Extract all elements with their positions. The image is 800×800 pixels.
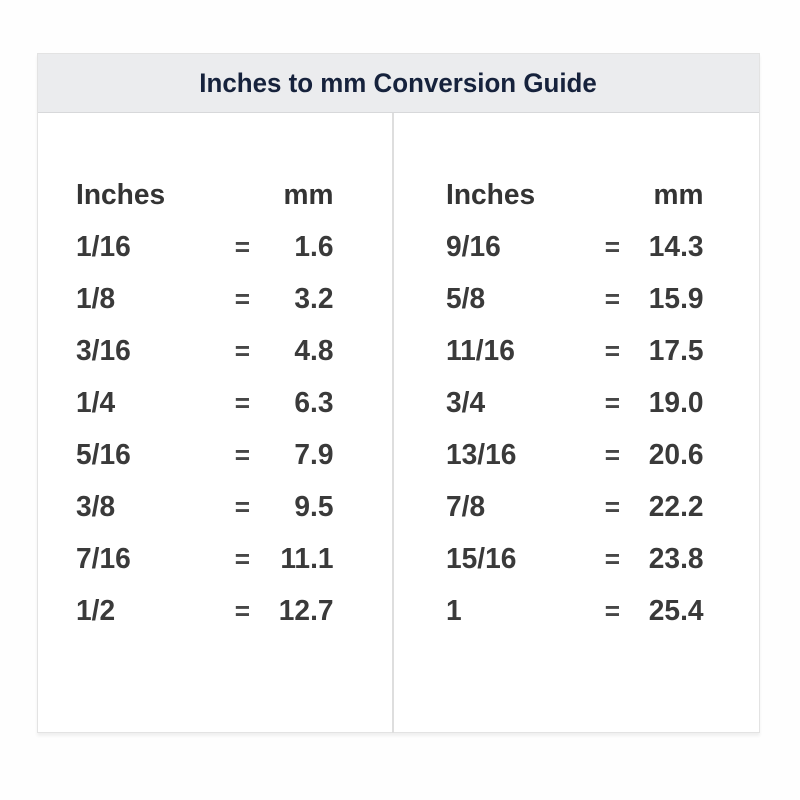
inches-value: 7/8	[445, 490, 485, 523]
equals-sign: =	[604, 283, 620, 314]
equals-sign: =	[234, 439, 251, 470]
mm-column-header: mm	[653, 178, 704, 211]
inches-column-header: Inches	[445, 178, 535, 211]
mm-value: 6.3	[294, 386, 334, 419]
equals-sign: =	[604, 491, 620, 522]
conversion-row	[76, 325, 334, 377]
equals-sign: =	[234, 231, 251, 262]
conversion-column-left	[38, 113, 392, 733]
inches-value: 5/16	[76, 438, 131, 471]
equals-sign: =	[234, 491, 251, 522]
conversion-row	[446, 585, 704, 637]
inches-value: 1/16	[76, 230, 131, 263]
guide-title-bar	[38, 54, 759, 113]
conversion-row	[446, 481, 704, 533]
mm-value: 3.2	[294, 282, 334, 315]
mm-column-header: mm	[283, 178, 334, 211]
conversion-column-right	[394, 113, 760, 733]
inches-value: 3/8	[76, 490, 116, 523]
inches-column-header: Inches	[76, 178, 166, 211]
mm-value: 11.1	[280, 542, 334, 575]
conversion-row	[76, 429, 334, 481]
mm-value: 4.8	[294, 334, 334, 367]
mm-value: 20.6	[648, 438, 704, 471]
mm-value: 14.3	[648, 230, 704, 263]
mm-value: 7.9	[294, 438, 334, 471]
inches-value: 3/4	[445, 386, 485, 419]
inches-value: 13/16	[445, 438, 516, 471]
equals-sign: =	[234, 335, 251, 366]
inches-value: 5/8	[445, 282, 485, 315]
inches-value: 1	[445, 594, 462, 627]
conversion-row	[76, 377, 334, 429]
equals-sign: =	[234, 595, 251, 626]
conversion-row	[446, 325, 704, 377]
inches-value: 11/16	[445, 334, 515, 367]
inches-value: 7/16	[76, 542, 131, 575]
conversion-row	[446, 221, 704, 273]
inches-value: 3/16	[76, 334, 131, 367]
mm-value: 19.0	[648, 386, 704, 419]
page-title: Inches to mm Conversion Guide	[199, 67, 598, 98]
conversion-row	[76, 273, 334, 325]
equals-sign: =	[604, 387, 620, 418]
equals-sign: =	[604, 595, 620, 626]
mm-value: 9.5	[294, 490, 334, 523]
guide-body	[38, 113, 759, 733]
equals-sign: =	[234, 543, 251, 574]
conversion-row	[446, 273, 704, 325]
conversion-guide-card	[37, 53, 760, 733]
equals-sign: =	[604, 543, 620, 574]
inches-value: 1/8	[76, 282, 116, 315]
inches-value: 15/16	[445, 542, 516, 575]
mm-value: 1.6	[294, 230, 334, 263]
conversion-row	[76, 533, 334, 585]
inches-value: 1/4	[76, 386, 116, 419]
column-header-row	[76, 169, 334, 221]
equals-sign: =	[604, 231, 620, 262]
conversion-row	[76, 585, 334, 637]
equals-sign: =	[234, 283, 251, 314]
equals-sign: =	[234, 387, 251, 418]
mm-value: 12.7	[278, 594, 334, 627]
equals-sign: =	[604, 439, 620, 470]
inches-value: 9/16	[445, 230, 501, 263]
conversion-row	[76, 221, 334, 273]
equals-sign: =	[604, 335, 620, 366]
column-header-row	[446, 169, 704, 221]
conversion-row	[446, 377, 704, 429]
mm-value: 23.8	[648, 542, 704, 575]
conversion-row	[76, 481, 334, 533]
mm-value: 22.2	[648, 490, 704, 523]
mm-value: 25.4	[648, 594, 704, 627]
inches-value: 1/2	[76, 594, 116, 627]
mm-value: 17.5	[648, 334, 704, 367]
conversion-row	[446, 429, 704, 481]
mm-value: 15.9	[648, 282, 704, 315]
conversion-row	[446, 533, 704, 585]
